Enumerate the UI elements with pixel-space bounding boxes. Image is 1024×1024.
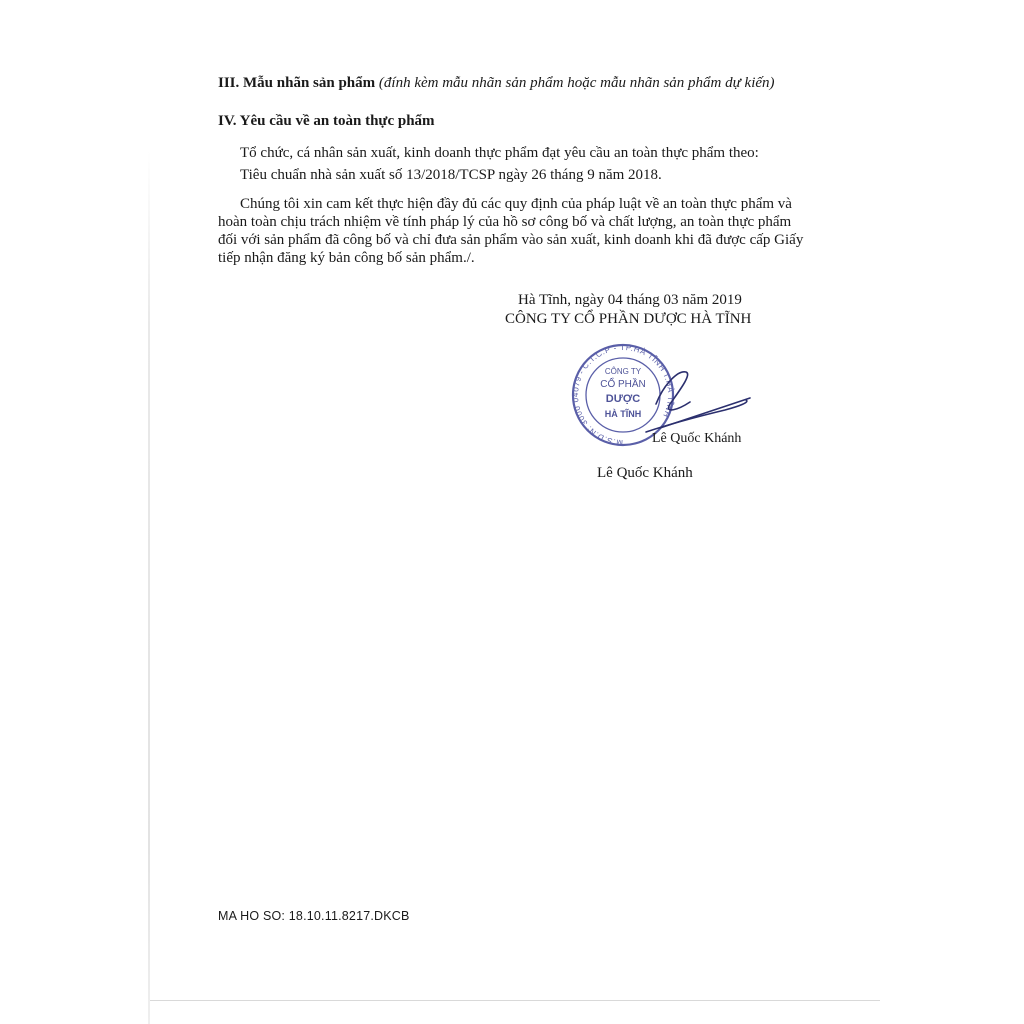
stamp-ring-text: M.S.D.N: 3000 04079 - C.T.C.P - TP.HÀ TĨNH T.HÀ TĨNH xyxy=(571,342,676,448)
commitment-line-2: hoàn toàn chịu trách nhiệm về tính pháp lý của hồ sơ công bố và chất lượng, an toàn thực phẩm xyxy=(218,214,792,230)
section-3-note: (đính kèm mẫu nhãn sản phẩm hoặc mẫu nhãn sản phẩm dự kiến) xyxy=(378,75,775,91)
stamp-line-2: CỔ PHẦN xyxy=(600,379,646,390)
section-4-title: IV. Yêu cầu về an toàn thực phẩm xyxy=(218,113,435,129)
section-3-heading xyxy=(218,75,775,92)
place-date: Hà Tĩnh, ngày 04 tháng 03 năm 2019 xyxy=(518,292,742,308)
section-4-line-2: Tiêu chuẩn nhà sản xuất số 13/2018/TCSP ngày 26 tháng 9 năm 2018. xyxy=(240,167,662,183)
page-left-edge xyxy=(148,150,150,1024)
company-name: CÔNG TY CỔ PHẦN DƯỢC HÀ TĨNH xyxy=(505,311,752,327)
stamp-icon xyxy=(560,332,790,462)
dossier-code: MA HO SO: 18.10.11.8217.DKCB xyxy=(218,909,410,923)
printed-name: Lê Quốc Khánh xyxy=(597,465,693,481)
company-stamp-and-signature xyxy=(560,332,790,462)
commitment-line-3: đối với sản phẩm đã công bố và chỉ đưa sản phẩm vào sản xuất, kinh doanh khi đã được cấp Giấy xyxy=(218,232,804,248)
stamp-line-4: HÀ TĨNH xyxy=(604,409,642,419)
stamp-line-1: CÔNG TY xyxy=(604,367,642,376)
signed-name: Lê Quốc Khánh xyxy=(652,431,742,446)
stamp-line-3: DƯỢC xyxy=(605,393,641,405)
commitment-line-1: Chúng tôi xin cam kết thực hiện đầy đủ các quy định của pháp luật về an toàn thực phẩm và xyxy=(240,196,792,212)
section-4-line-1: Tổ chức, cá nhân sản xuất, kinh doanh thực phẩm đạt yêu cầu an toàn thực phẩm theo: xyxy=(240,145,759,161)
page-bottom-edge xyxy=(150,1000,880,1001)
commitment-line-4: tiếp nhận đăng ký bản công bố sản phẩm./. xyxy=(218,250,475,266)
handwritten-signature xyxy=(646,372,750,432)
section-3-title: III. Mẫu nhãn sản phẩm xyxy=(218,75,376,91)
